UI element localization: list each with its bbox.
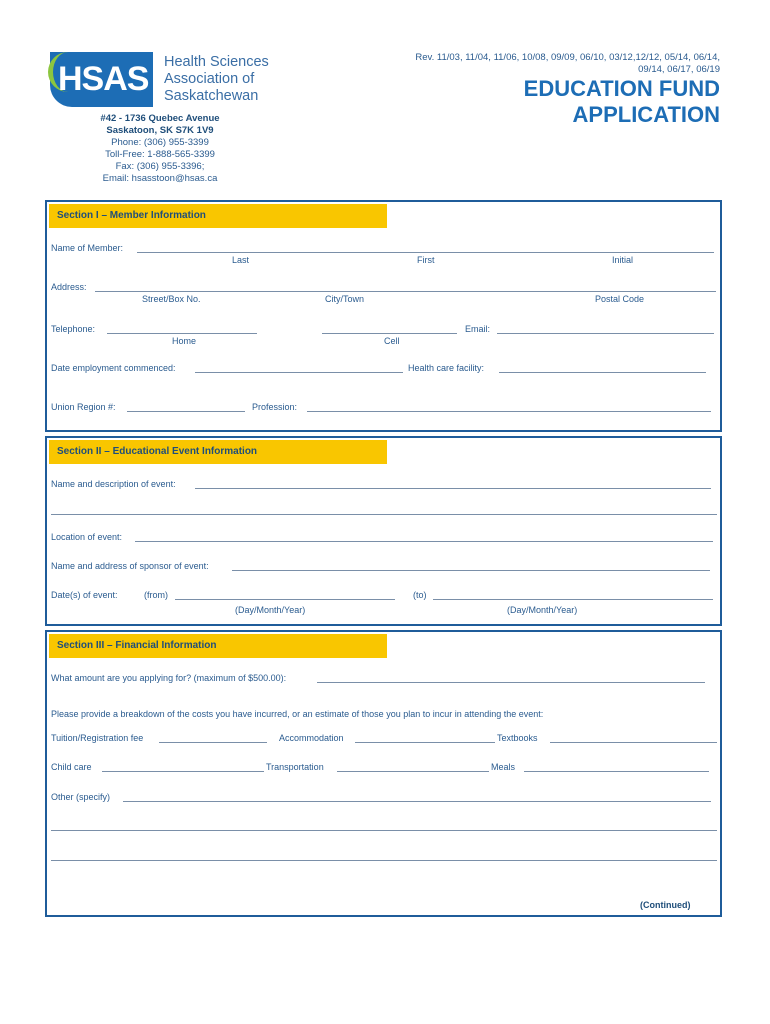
revision-dates [380,52,720,76]
breakdown-label: Please provide a breakdown of the costs you have incurred, or an estimate of those you plan to incur in attending the event: [51,709,544,719]
section-heading-text: Section I – Member Information [57,210,206,221]
date-from-field[interactable] [175,599,395,600]
organization-address [90,113,230,185]
org-line-3: Saskatchewan [164,88,259,104]
facility-field[interactable] [499,372,706,373]
home-caption: Home [172,336,197,346]
date-employment-field[interactable] [195,372,403,373]
title-line-1: EDUCATION FUND [523,76,720,101]
accommodation-field[interactable] [355,742,495,743]
address-line-1: #42 - 1736 Quebec Avenue [100,113,220,124]
other-field[interactable] [123,801,711,802]
org-line-1: Health Sciences [164,54,269,70]
transportation-field[interactable] [337,771,489,772]
date-to-field[interactable] [433,599,713,600]
title-line-2: APPLICATION [572,102,720,127]
union-region-field[interactable] [127,411,245,412]
event-description-field[interactable] [51,514,717,515]
event-name-field[interactable] [195,488,711,489]
section-heading-text: Section III – Financial Information [57,640,217,651]
textbooks-label: Textbooks [497,733,538,743]
address-line-2: Saskatoon, SK S7K 1V9 [106,125,214,136]
facility-label: Health care facility: [408,363,485,373]
first-caption: First [417,255,435,265]
page-title [524,76,720,128]
rev-line-2: 09/14, 06/17, 06/19 [638,64,720,75]
cell-phone-field[interactable] [322,333,457,334]
location-field[interactable] [135,541,713,542]
amount-label: What amount are you applying for? (maximum of $500.00): [51,673,287,683]
accommodation-label: Accommodation [279,733,344,743]
continued-note: (Continued) [640,900,691,910]
profession-field[interactable] [307,411,711,412]
sponsor-label: Name and address of sponsor of event: [51,561,209,571]
textbooks-field[interactable] [550,742,717,743]
postal-caption: Postal Code [595,294,645,304]
section-member-information [45,200,722,432]
section-heading [49,204,387,228]
from-format-caption: (Day/Month/Year) [235,605,306,615]
org-line-2: Association of [164,71,255,87]
street-caption: Street/Box No. [142,294,201,304]
tuition-label: Tuition/Registration fee [51,733,144,743]
profession-label: Profession: [252,402,298,412]
name-label: Name of Member: [51,243,124,253]
section-event-information [45,436,722,626]
union-region-label: Union Region #: [51,402,116,412]
dates-label: Date(s) of event: [51,590,118,600]
section-heading [49,634,387,658]
fax: Fax: (306) 955-3396; [115,161,205,172]
location-label: Location of event: [51,532,123,542]
cell-caption: Cell [384,336,400,346]
toll-free: Toll-Free: 1-888-565-3399 [105,149,215,160]
rev-line-1: Rev. 11/03, 11/04, 11/06, 10/08, 09/09, 06/10, 03/12,12/12, 05/14, 06/14, [415,52,720,63]
amount-field[interactable] [317,682,705,683]
telephone-label: Telephone: [51,324,96,334]
email-field[interactable] [497,333,714,334]
organization-name [164,54,269,105]
address-field[interactable] [95,291,716,292]
email: Email: hsasstoon@hsas.ca [102,173,218,184]
from-label: (from) [144,590,168,600]
email-label: Email: [465,324,491,334]
date-employment-label: Date employment commenced: [51,363,176,373]
tuition-field[interactable] [159,742,267,743]
initial-caption: Initial [612,255,634,265]
section-heading-text: Section II – Educational Event Information [57,446,258,457]
to-format-caption: (Day/Month/Year) [507,605,578,615]
section-financial-information [45,630,722,917]
address-label: Address: [51,282,87,292]
phone: Phone: (306) 955-3399 [111,137,209,148]
sponsor-field[interactable] [232,570,710,571]
meals-label: Meals [491,762,516,772]
last-caption: Last [232,255,250,265]
other-field-line-2[interactable] [51,830,717,831]
meals-field[interactable] [524,771,709,772]
section-heading [49,440,387,464]
member-name-field[interactable] [137,252,714,253]
other-label: Other (specify) [51,792,111,802]
childcare-field[interactable] [102,771,264,772]
to-label: (to) [413,590,427,600]
home-phone-field[interactable] [107,333,257,334]
transportation-label: Transportation [266,762,324,772]
childcare-label: Child care [51,762,92,772]
city-caption: City/Town [325,294,365,304]
logo-text: HSAS [58,60,149,98]
other-field-line-3[interactable] [51,860,717,861]
event-name-label: Name and description of event: [51,479,176,489]
